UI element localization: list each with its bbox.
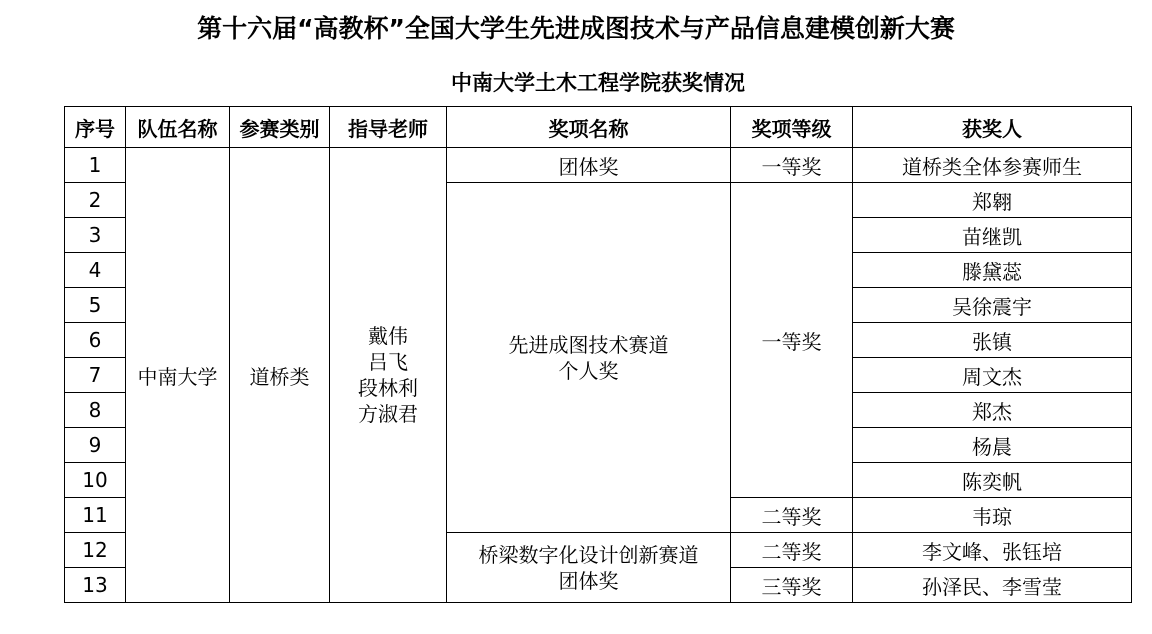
winner-cell: 郑杰 bbox=[853, 393, 1132, 428]
table-row bbox=[65, 148, 1132, 183]
award-level: 一等奖 bbox=[731, 148, 853, 183]
award-name-line: 个人奖 bbox=[558, 358, 619, 383]
winner-cell: 韦琼 bbox=[853, 498, 1132, 533]
column-header-no: 序号 bbox=[65, 107, 126, 148]
winner-cell: 杨晨 bbox=[853, 428, 1132, 463]
row-number: 7 bbox=[65, 358, 126, 393]
row-number: 2 bbox=[65, 183, 126, 218]
winner-cell: 郑翱 bbox=[853, 183, 1132, 218]
row-number: 12 bbox=[65, 533, 126, 568]
row-number: 5 bbox=[65, 288, 126, 323]
award-name-line: 先进成图技术赛道 bbox=[508, 332, 669, 357]
row-number: 4 bbox=[65, 253, 126, 288]
column-header-award-name: 奖项名称 bbox=[447, 107, 731, 148]
winner-cell: 孙泽民、李雪莹 bbox=[853, 568, 1132, 603]
winner-cell: 李文峰、张钰培 bbox=[853, 533, 1132, 568]
winner-cell: 张镇 bbox=[853, 323, 1132, 358]
row-number: 9 bbox=[65, 428, 126, 463]
award-name-line: 桥梁数字化设计创新赛道 bbox=[478, 542, 699, 567]
column-header-category: 参赛类别 bbox=[230, 107, 330, 148]
award-name-bridge bbox=[447, 533, 731, 603]
row-number: 10 bbox=[65, 463, 126, 498]
award-name-line: 团体奖 bbox=[558, 568, 619, 593]
document-subtitle: 中南大学土木工程学院获奖情况 bbox=[451, 71, 745, 95]
team-name-cell: 中南大学 bbox=[126, 148, 230, 603]
row-number: 6 bbox=[65, 323, 126, 358]
award-level: 二等奖 bbox=[731, 533, 853, 568]
advisor-name: 戴伟 bbox=[368, 324, 408, 348]
award-level: 一等奖 bbox=[731, 183, 853, 498]
advisor-name: 段林利 bbox=[358, 376, 418, 400]
column-header-winner: 获奖人 bbox=[853, 107, 1132, 148]
winner-cell: 滕黛蕊 bbox=[853, 253, 1132, 288]
category-cell: 道桥类 bbox=[230, 148, 330, 603]
award-level: 三等奖 bbox=[731, 568, 853, 603]
row-number: 1 bbox=[65, 148, 126, 183]
award-name-individual bbox=[447, 183, 731, 533]
winner-cell: 陈奕帆 bbox=[853, 463, 1132, 498]
row-number: 3 bbox=[65, 218, 126, 253]
column-header-team: 队伍名称 bbox=[126, 107, 230, 148]
row-number: 8 bbox=[65, 393, 126, 428]
row-number: 13 bbox=[65, 568, 126, 603]
winner-cell: 道桥类全体参赛师生 bbox=[853, 148, 1132, 183]
column-header-award-level: 奖项等级 bbox=[731, 107, 853, 148]
row-number: 11 bbox=[65, 498, 126, 533]
winner-cell: 苗继凯 bbox=[853, 218, 1132, 253]
column-header-advisor: 指导老师 bbox=[330, 107, 447, 148]
winner-cell: 周文杰 bbox=[853, 358, 1132, 393]
document-title: 第十六届“高教杯”全国大学生先进成图技术与产品信息建模创新大赛 bbox=[197, 14, 955, 43]
header-row bbox=[65, 107, 1132, 148]
advisor-name: 吕飞 bbox=[368, 350, 408, 374]
award-table bbox=[64, 106, 1132, 603]
advisors-cell bbox=[330, 148, 447, 603]
winner-cell: 吴徐震宇 bbox=[853, 288, 1132, 323]
award-level: 二等奖 bbox=[731, 498, 853, 533]
award-name-team: 团体奖 bbox=[447, 148, 731, 183]
advisor-name: 方淑君 bbox=[358, 402, 418, 426]
